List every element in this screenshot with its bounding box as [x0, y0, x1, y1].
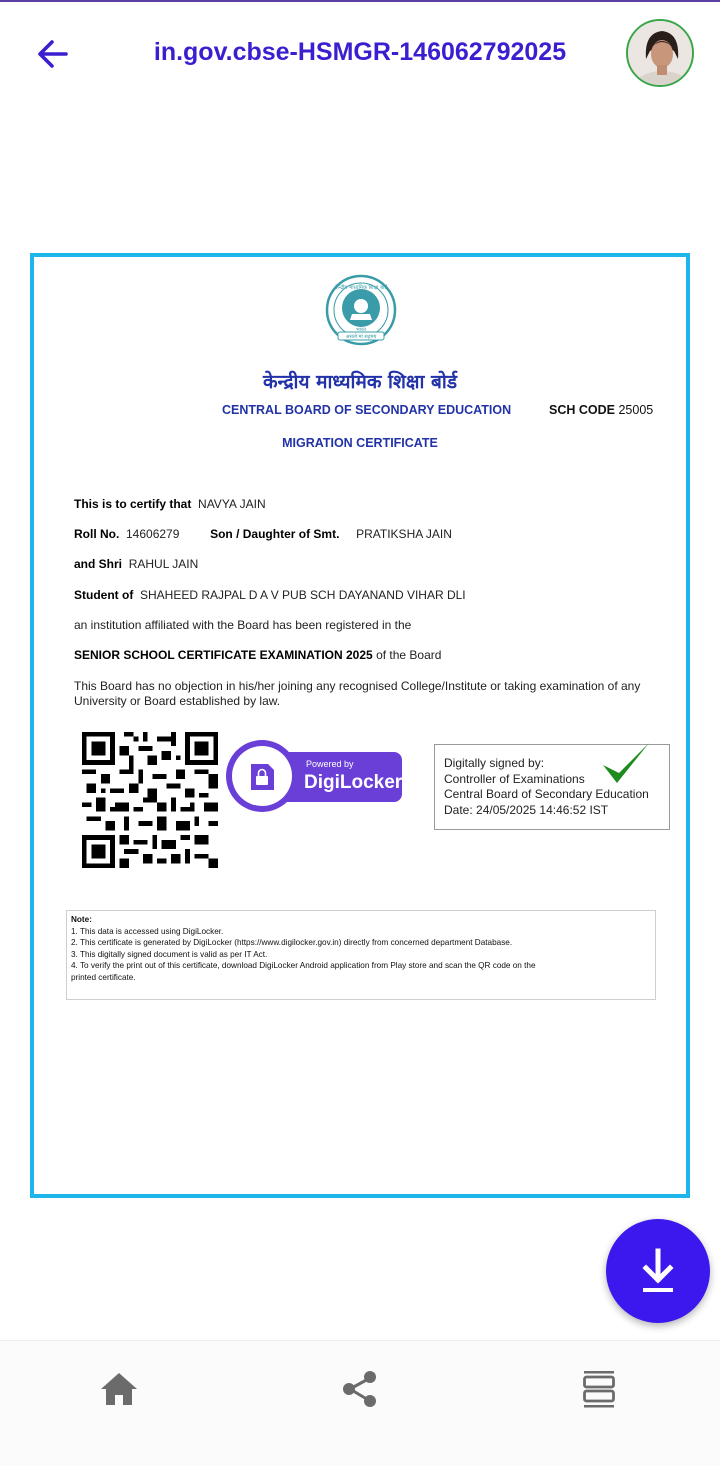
- school-name: SHAHEED RAJPAL D A V PUB SCH DAYANAND VIHAR DLI: [140, 588, 466, 602]
- school-line: [74, 588, 466, 602]
- certify-label: This is to certify that: [74, 497, 192, 511]
- download-button[interactable]: [606, 1219, 710, 1323]
- student-name: NAVYA JAIN: [198, 497, 266, 511]
- school-label: Student of: [74, 588, 134, 602]
- certificate-title: MIGRATION CERTIFICATE: [282, 436, 438, 450]
- sch-code: [549, 403, 653, 417]
- note-item: 4. To verify the print out of this certificate, download DigiLocker Android application from Play store and scan the QR code on the: [71, 961, 536, 971]
- cbse-emblem-icon: [324, 274, 398, 352]
- download-icon: [606, 1219, 710, 1323]
- home-icon: [97, 1367, 141, 1411]
- app-header: [0, 2, 720, 102]
- note-item: printed certificate.: [71, 972, 136, 982]
- note-item: 3. This digitally signed document is valid as per IT Act.: [71, 949, 268, 959]
- avatar-photo-icon: [628, 21, 694, 87]
- split-view-button[interactable]: [577, 1367, 621, 1411]
- notes-title: Note:: [71, 915, 92, 924]
- share-icon: [338, 1367, 382, 1411]
- digital-signature-box: [434, 744, 670, 830]
- signature-date: Date: 24/05/2025 14:46:52 IST: [444, 802, 609, 817]
- signature-line-3: Central Board of Secondary Education: [444, 787, 649, 801]
- father-name: RAHUL JAIN: [128, 557, 199, 571]
- signature-line-2: Controller of Examinations: [444, 771, 585, 786]
- sch-code-label: SCH CODE: [549, 403, 615, 417]
- exam-suffix: of the Board: [376, 648, 442, 662]
- emblem-motto-text: असतो मा सद्गमय: [345, 334, 377, 340]
- back-button[interactable]: [30, 34, 74, 74]
- user-avatar[interactable]: [626, 19, 694, 87]
- note-item: 1. This data is accessed using DigiLocker.: [71, 926, 224, 936]
- affiliation-text: an institution affiliated with the Board has been registered in the: [74, 618, 412, 632]
- exam-name: SENIOR SCHOOL CERTIFICATE EXAMINATION 2025: [74, 648, 373, 662]
- badge-brand-text: DigiLocker: [304, 772, 403, 793]
- badge-powered-text: Powered by: [306, 759, 354, 769]
- roll-line: [74, 527, 452, 541]
- board-name: CENTRAL BOARD OF SECONDARY EDUCATION: [222, 403, 512, 417]
- hindi-board-title: केन्द्रीय माध्यमिक शिक्षा बोर्ड: [263, 371, 457, 393]
- home-button[interactable]: [97, 1367, 141, 1411]
- roll-number: 14606279: [126, 527, 180, 541]
- split-view-icon: [577, 1367, 621, 1411]
- objection-line-1: This Board has no objection in his/her joining any recognised College/Institute or taking examination of any: [74, 679, 641, 693]
- father-line: [74, 557, 198, 571]
- signature-line-1: Digitally signed by:: [444, 756, 545, 770]
- document-title: in.gov.cbse-HSMGR-146062792025: [153, 38, 567, 66]
- mother-label: Son / Daughter of Smt.: [210, 527, 340, 541]
- checkmark-icon: [599, 739, 653, 787]
- mother-name: PRATIKSHA JAIN: [356, 527, 452, 541]
- father-label: and Shri: [74, 557, 123, 571]
- note-item: 2. This certificate is generated by DigiLocker (https://www.digilocker.gov.in) directly from concerned department Database.: [71, 938, 513, 948]
- share-button[interactable]: [338, 1367, 382, 1411]
- notes-box: [66, 910, 656, 1000]
- sch-code-value: 25005: [618, 403, 654, 417]
- certify-line: [74, 497, 266, 511]
- qr-code: [82, 732, 218, 868]
- roll-label: Roll No.: [74, 527, 120, 541]
- emblem-top-text: केन्द्रीय माध्यमिक शिक्षा बोर्ड: [334, 285, 388, 291]
- emblem-ribbon-text: भारत: [356, 327, 366, 333]
- digilocker-badge: [224, 736, 404, 816]
- objection-line-2: University or Board established by law.: [74, 694, 281, 708]
- arrow-left-icon: [30, 34, 74, 74]
- certificate-document[interactable]: [30, 253, 690, 1198]
- exam-line: [74, 648, 441, 662]
- bottom-navigation: [0, 1340, 720, 1466]
